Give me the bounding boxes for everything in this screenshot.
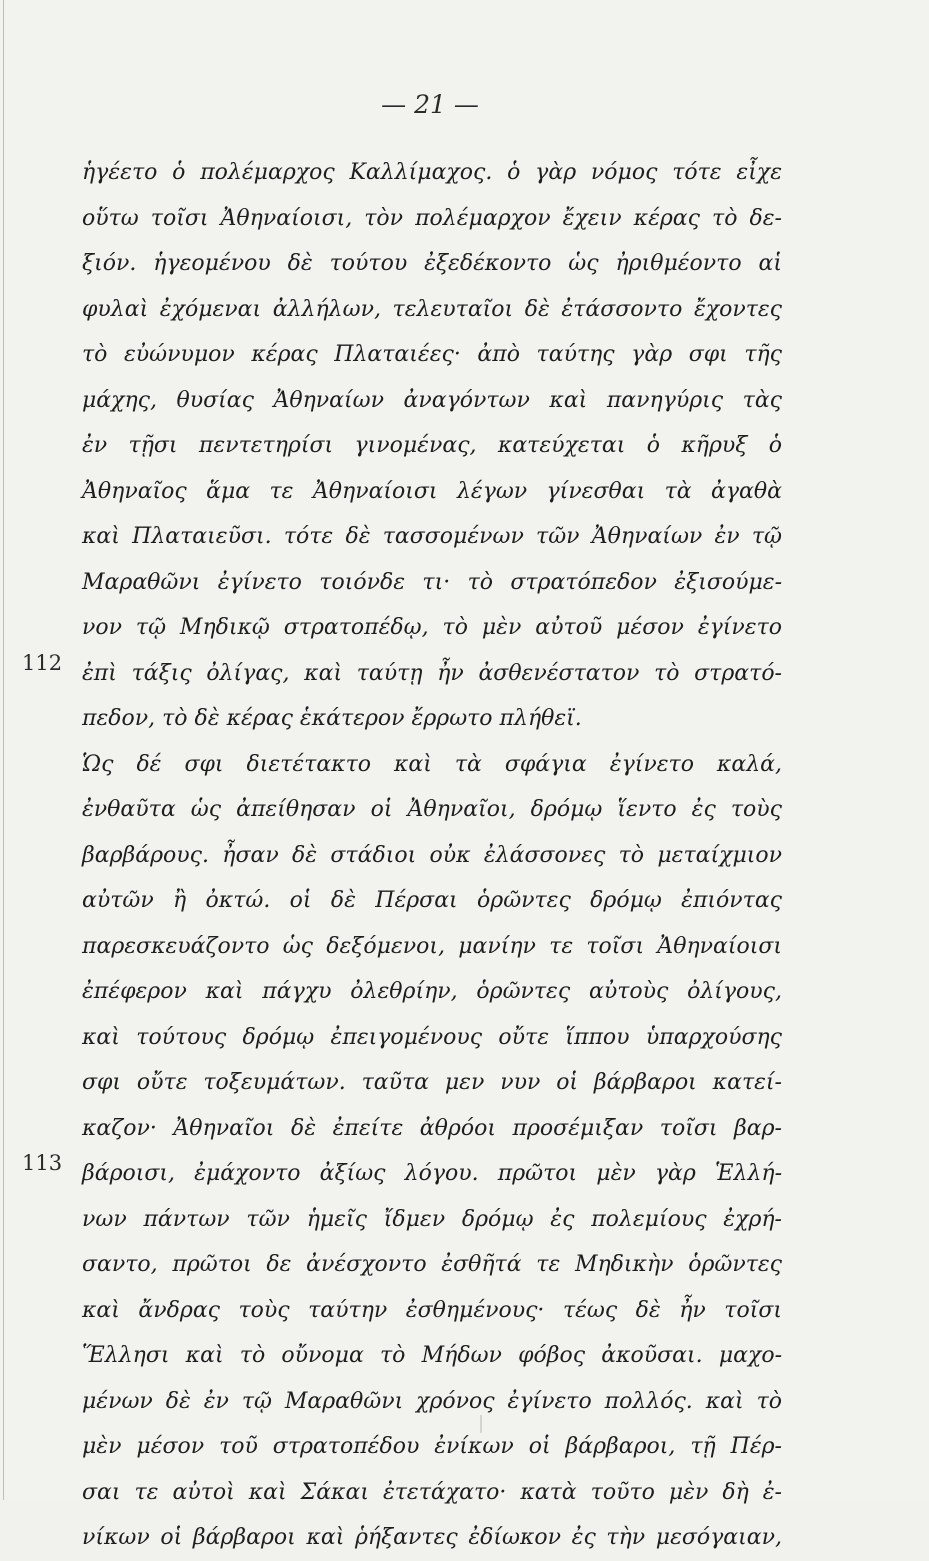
- text-line: ἐνθαῦτα ὡς ἀπείθησαν οἱ Ἀθηναῖοι, δρόμῳ ἵεντο ἐς τοὺς: [82, 797, 782, 822]
- paper-speck: [480, 1415, 482, 1433]
- text-line: φυλαὶ ἐχόμεναι ἀλλήλων, τελευταῖοι δὲ ἐτάσσοντο ἔχοντες: [82, 296, 782, 322]
- text-line: σαι τε αὐτοὶ καὶ Σάκαι ἐτετάχατο· κατὰ τοῦτο μὲν δὴ ἐ-: [82, 1479, 782, 1505]
- page-number: — 21 —: [381, 90, 479, 119]
- body-text: [82, 150, 782, 1561]
- text-line: ξιόν. ἡγεομένου δὲ τούτου ἐξεδέκοντο ὡς ἠριθμέοντο αἱ: [82, 251, 782, 276]
- text-line: ἐπὶ τάξις ὀλίγας, καὶ ταύτῃ ἦν ἀσθενέστατον τὸ στρατό-: [82, 660, 782, 686]
- text-line: σφι οὔτε τοξευμάτων. ταῦτα μεν νυν οἱ βάρβαροι κατεί-: [82, 1070, 782, 1095]
- text-line: πεδον, τὸ δὲ κέρας ἑκάτερον ἔρρωτο πλήθεϊ.: [82, 706, 582, 731]
- section-number-112: 112: [22, 651, 63, 675]
- text-line: Ἕλλησι καὶ τὸ οὔνομα τὸ Μήδων φόβος ἀκοῦσαι. μαχο-: [82, 1343, 782, 1368]
- text-line: Μαραθῶνι ἐγίνετο τοιόνδε τι· τὸ στρατόπεδον ἐξισούμε-: [82, 569, 782, 595]
- text-line: μένων δὲ ἐν τῷ Μαραθῶνι χρόνος ἐγίνετο πολλός. καὶ τὸ: [82, 1388, 782, 1414]
- text-line: αὐτῶν ἢ ὀκτώ. οἱ δὲ Πέρσαι ὁρῶντες δρόμῳ ἐπιόντας: [82, 888, 782, 913]
- text-line: Ὡς δέ σφι διετέτακτο καὶ τὰ σφάγια ἐγίνετο καλά,: [82, 751, 782, 777]
- text-line: καζον· Ἀθηναῖοι δὲ ἐπείτε ἀθρόοι προσέμιξαν τοῖσι βαρ-: [82, 1115, 782, 1141]
- text-line: ἡγέετο ὁ πολέμαρχος Καλλίμαχος. ὁ γὰρ νόμος τότε εἶχε: [82, 160, 782, 185]
- text-line: νίκων οἱ βάρβαροι καὶ ῥήξαντες ἐδίωκον ἐς τὴν μεσόγαιαν,: [82, 1525, 782, 1550]
- text-line: ἐν τῇσι πεντετηρίσι γινομένας, κατεύχεται ὁ κῆρυξ ὁ: [82, 433, 782, 458]
- text-line: βάροισι, ἐμάχοντο ἀξίως λόγου. πρῶτοι μὲν γὰρ Ἑλλή-: [82, 1161, 782, 1186]
- text-line: μάχης, θυσίας Ἀθηναίων ἀναγόντων καὶ πανηγύρις τὰς: [82, 387, 782, 413]
- page-edge-line: [3, 0, 4, 1500]
- text-line: νων πάντων τῶν ἡμεῖς ἴδμεν δρόμῳ ἐς πολεμίους ἐχρή-: [82, 1206, 782, 1232]
- text-line: μὲν μέσον τοῦ στρατοπέδου ἐνίκων οἱ βάρβαροι, τῇ Πέρ-: [82, 1434, 782, 1459]
- text-line: νον τῷ Μηδικῷ στρατοπέδῳ, τὸ μὲν αὐτοῦ μέσον ἐγίνετο: [82, 615, 782, 640]
- text-line: καὶ ἄνδρας τοὺς ταύτην ἐσθημένους· τέως δὲ ἦν τοῖσι: [82, 1297, 782, 1323]
- text-line: Ἀθηναῖος ἅμα τε Ἀθηναίοισι λέγων γίνεσθαι τὰ ἀγαθὰ: [82, 478, 782, 504]
- text-line: τὸ εὐώνυμον κέρας Πλαταιέες· ἀπὸ ταύτης γὰρ σφι τῆς: [82, 342, 782, 367]
- text-line: καὶ Πλαταιεῦσι. τότε δὲ τασσομένων τῶν Ἀθηναίων ἐν τῷ: [82, 524, 782, 549]
- text-line: ἐπέφερον καὶ πάγχυ ὀλεθρίην, ὁρῶντες αὐτοὺς ὀλίγους,: [82, 979, 782, 1004]
- text-line: οὕτω τοῖσι Ἀθηναίοισι, τὸν πολέμαρχον ἔχειν κέρας τὸ δε-: [82, 205, 782, 231]
- text-line: βαρβάρους. ἦσαν δὲ στάδιοι οὐκ ἐλάσσονες τὸ μεταίχμιον: [82, 842, 782, 868]
- text-line: σαντο, πρῶτοι δε ἀνέσχοντο ἐσθῆτά τε Μηδικὴν ὁρῶντες: [82, 1252, 782, 1277]
- section-number-113: 113: [22, 1151, 63, 1175]
- text-line: παρεσκευάζοντο ὡς δεξόμενοι, μανίην τε τοῖσι Ἀθηναίοισι: [82, 933, 782, 959]
- text-line: καὶ τούτους δρόμῳ ἐπειγομένους οὔτε ἵππου ὑπαρχούσης: [82, 1024, 782, 1050]
